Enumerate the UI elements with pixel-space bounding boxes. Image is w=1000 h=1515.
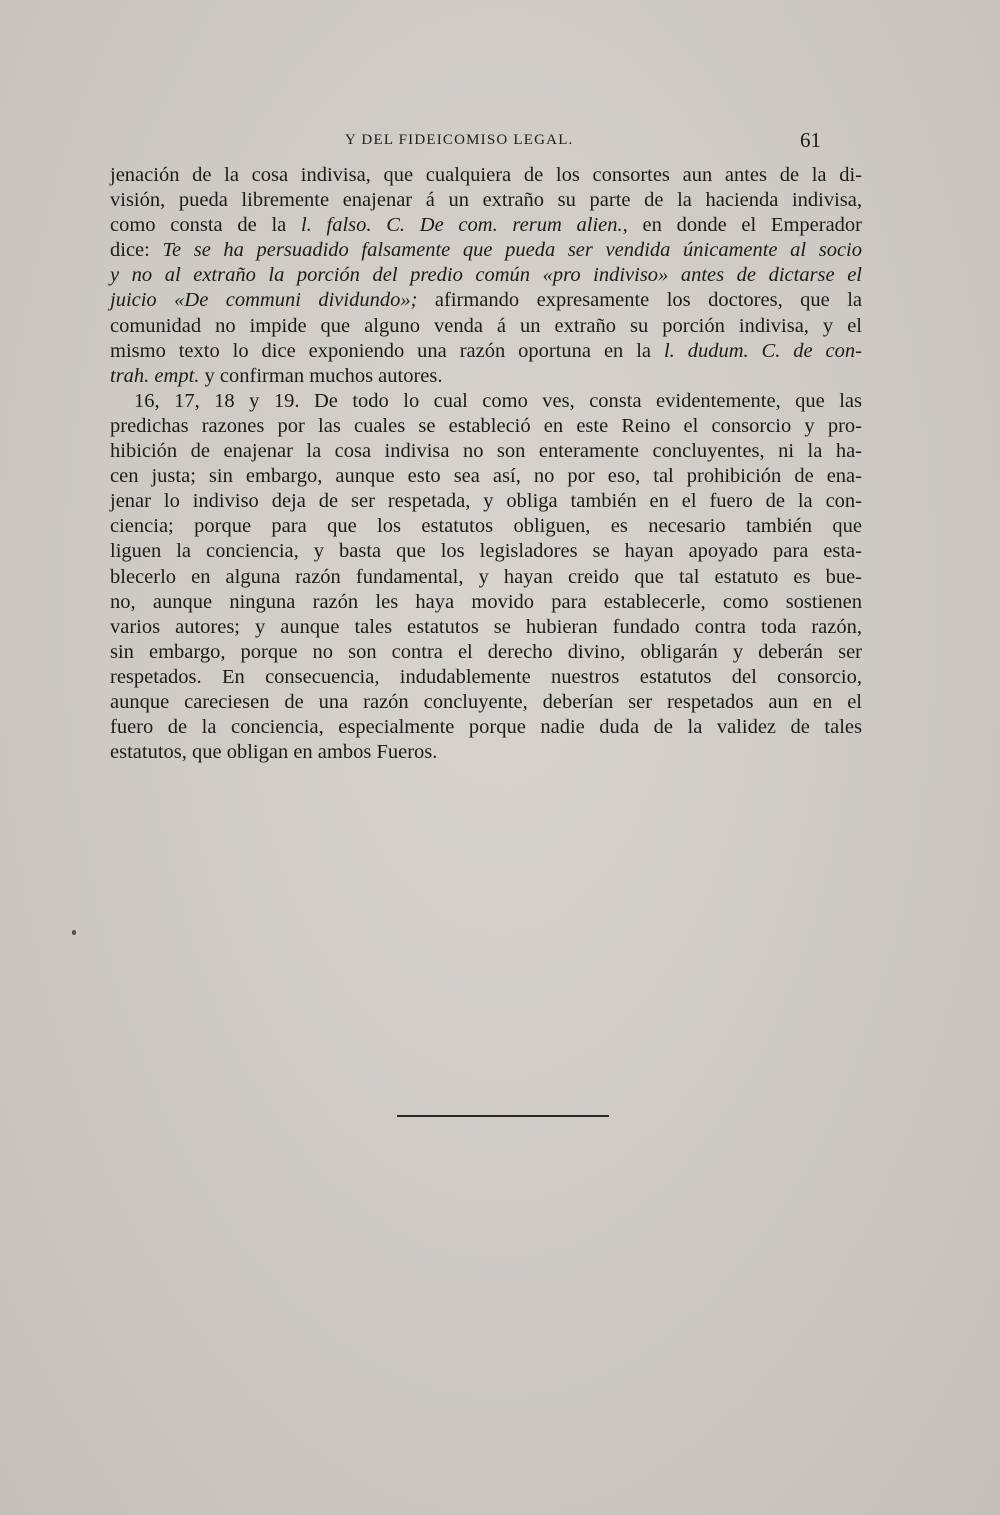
text-line: fuero de la conciencia, especialmente porque nadie duda de la validez de tales xyxy=(110,716,862,739)
text-line: predichas razones por las cuales se estableció en este Reino el consorcio y pro- xyxy=(110,414,862,437)
text-line: jenación de la cosa indivisa, que cualquiera de los consortes aun antes de la di- xyxy=(110,164,862,186)
quotation: Te se ha persuadido falsamente que pueda ser vendida únicamente al socio xyxy=(162,239,862,262)
text-line: no, aunque ninguna razón les haya movido para establecerle, como sostienen xyxy=(110,590,862,613)
text-line: blecerlo en alguna razón fundamental, y hayan creido que tal estatuto es bue- xyxy=(110,565,862,588)
text-line: respetados. En consecuencia, indudablemente nuestros estatutos del consorcio, xyxy=(110,665,862,688)
text-span: , en donde el Emperador xyxy=(622,214,863,237)
quotation: juicio «De communi dividundo»; xyxy=(110,289,418,312)
ink-speck xyxy=(72,930,76,935)
text-line xyxy=(110,339,862,364)
text-span: dice: xyxy=(110,239,163,262)
paragraph-16-19 xyxy=(110,389,862,765)
quotation: y no al extraño la porción del predio común «pro indiviso» antes de dictarse el xyxy=(110,264,862,287)
text-line: ciencia; porque para que los estatutos obliguen, es necesario también que xyxy=(110,515,862,538)
text-line: cen justa; sin embargo, aunque esto sea así, no por eso, tal prohibición de ena- xyxy=(110,465,862,488)
text-line: sin embargo, porque no son contra el derecho divino, obligarán y deberán ser xyxy=(110,640,862,663)
text-span: y confirman muchos autores. xyxy=(199,364,443,387)
text-line: jenar lo indiviso deja de ser respetada, y obliga también en el fuero de la con- xyxy=(110,490,862,513)
text-span: afirmando expresamente los doctores, que la xyxy=(417,289,862,312)
text-line: hibición de enajenar la cosa indivisa no son enteramente concluyentes, ni la ha- xyxy=(110,440,862,463)
end-rule xyxy=(397,1115,609,1117)
text-line: estatutos, que obligan en ambos Fueros. xyxy=(110,741,438,764)
text-line: aunque careciesen de una razón concluyente, deberían ser respetados aun en el xyxy=(110,690,862,713)
text-line xyxy=(110,263,862,288)
text-line: varios autores; y aunque tales estatutos se hubieran fundado contra toda razón, xyxy=(110,615,862,638)
running-title: Y DEL FIDEICOMISO LEGAL. xyxy=(345,132,574,148)
text-span: mismo texto lo dice exponiendo una razón oportuna en la xyxy=(110,339,664,362)
text-line xyxy=(110,364,862,389)
text-line xyxy=(110,238,862,263)
paragraph-continuation xyxy=(110,163,862,389)
body-text xyxy=(110,163,862,765)
citation: trah. empt. xyxy=(110,364,200,387)
text-line: comunidad no impide que alguno venda á un extraño su porción indivisa, y el xyxy=(110,314,862,337)
text-line: liguen la conciencia, y basta que los legisladores se hayan apoyado para esta- xyxy=(110,540,862,563)
text-line: visión, pueda libremente enajenar á un extraño su parte de la hacienda indivisa, xyxy=(110,189,862,212)
text-span: como consta de la xyxy=(110,214,301,237)
citation: l. falso. C. De com. rerum alien. xyxy=(300,214,623,237)
page-number: 61 xyxy=(800,128,821,152)
running-head xyxy=(110,128,830,154)
text-line xyxy=(110,213,862,238)
text-line: 16, 17, 18 y 19. De todo lo cual como ves, consta evidentemente, que las xyxy=(134,389,862,412)
citation: l. dudum. C. de con- xyxy=(663,339,862,362)
text-line xyxy=(110,288,862,313)
